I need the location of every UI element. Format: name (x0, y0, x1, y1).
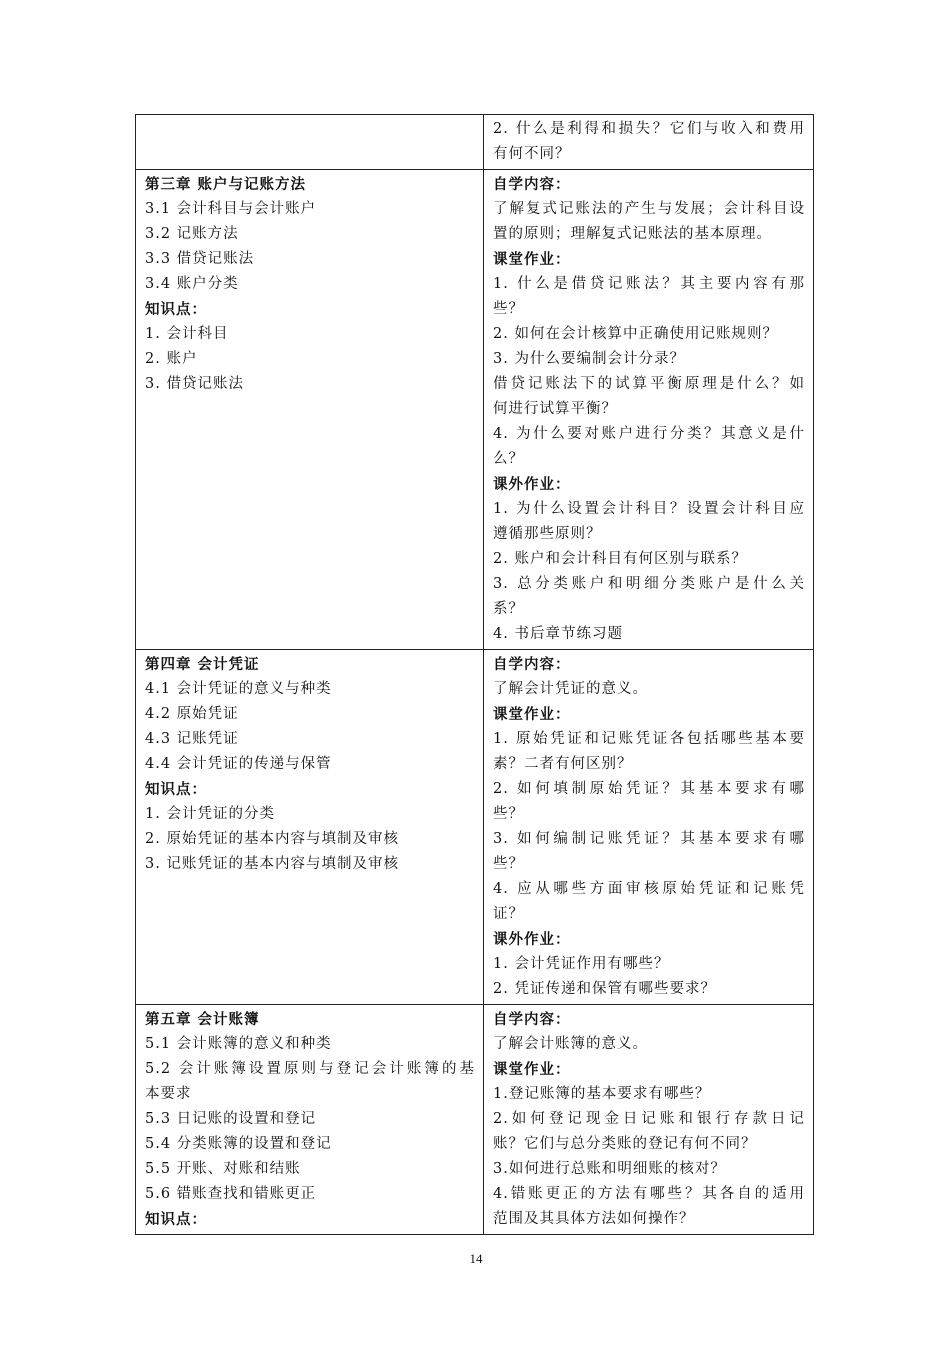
text-line: 本要求 (145, 1086, 192, 1102)
text-line: 3. 为什么要编制会计分录？ (493, 351, 685, 367)
text-line: 4. 应从哪些方面审核原始凭证和记账凭 (493, 881, 805, 897)
text-line: 2. 如何填制原始凭证？其基本要求有哪 (493, 781, 805, 797)
text-line: 3.4 账户分类 (145, 276, 239, 292)
section-heading: 自学内容： (493, 1011, 571, 1028)
text-line: 1.登记账簿的基本要求有哪些？ (493, 1086, 711, 1102)
table-row (136, 115, 814, 170)
text-line: 系？ (493, 601, 524, 617)
text-line: 3.如何进行总账和明细账的核对？ (493, 1161, 726, 1177)
section-heading: 课堂作业： (493, 706, 571, 723)
text-line: 4.1 会计凭证的意义与种类 (145, 681, 332, 697)
text-line: 了解复式记账法的产生与发展；会计科目设 (493, 201, 805, 217)
text-line: 4.3 记账凭证 (145, 731, 239, 747)
text-line: 1. 什么是借贷记账法？其主要内容有那 (493, 276, 805, 292)
section-heading: 知识点： (145, 1211, 207, 1228)
assignment-cell (484, 1005, 814, 1235)
text-line: 有何不同？ (493, 146, 571, 162)
text-line: 3.2 记账方法 (145, 226, 239, 242)
page-number: 14 (469, 1251, 483, 1266)
text-line: 5.3 日记账的设置和登记 (145, 1111, 317, 1127)
table-row (136, 1005, 814, 1235)
text-line: 1. 会计凭证的分类 (145, 806, 275, 822)
table-row (136, 170, 814, 650)
chapter-outline-cell (136, 170, 484, 650)
text-line: 2. 原始凭证的基本内容与填制及审核 (145, 831, 399, 847)
text-line: 2. 什么是利得和损失？它们与收入和费用 (493, 121, 805, 137)
assignment-cell (484, 650, 814, 1005)
text-line: 证？ (493, 906, 524, 922)
text-line: 3. 总分类账户和明细分类账户是什么关 (493, 576, 805, 592)
text-line: 1. 会计凭证作用有哪些？ (493, 956, 670, 972)
text-line: 些？ (493, 806, 524, 822)
text-line: 1. 为什么设置会计科目？设置会计科目应 (493, 501, 805, 517)
text-line: 2. 如何在会计核算中正确使用记账规则？ (493, 326, 778, 342)
text-line: 账？它们与总分类账的登记有何不同？ (493, 1136, 757, 1152)
section-heading: 知识点： (145, 781, 207, 798)
text-line: 4. 为什么要对账户进行分类？其意义是什 (493, 426, 805, 442)
text-line: 3. 借贷记账法 (145, 376, 244, 392)
text-line: 些？ (493, 856, 524, 872)
section-heading: 课外作业： (493, 476, 571, 493)
text-line: 4.2 原始凭证 (145, 706, 239, 722)
text-line: 2. 账户和会计科目有何区别与联系？ (493, 551, 747, 567)
text-line: 5.5 开账、对账和结账 (145, 1161, 301, 1177)
text-line: 4.错账更正的方法有哪些？其各自的适用 (493, 1186, 805, 1202)
text-line: 5.6 错账查找和错账更正 (145, 1186, 317, 1202)
text-line: 1. 会计科目 (145, 326, 229, 342)
section-heading: 自学内容： (493, 176, 571, 193)
chapter-outline-cell (136, 650, 484, 1005)
text-line: 5.1 会计账簿的意义和种类 (145, 1036, 332, 1052)
text-line: 1. 原始凭证和记账凭证各包括哪些基本要 (493, 731, 805, 747)
text-line: 置的原则；理解复式记账法的基本原理。 (493, 226, 772, 242)
text-line: 2.如何登记现金日记账和银行存款日记 (493, 1111, 805, 1127)
text-line: 素？二者有何区别？ (493, 756, 633, 772)
section-heading: 第三章 账户与记账方法 (145, 176, 307, 193)
text-line: 了解会计账簿的意义。 (493, 1036, 648, 1052)
section-heading: 知识点： (145, 301, 207, 318)
text-line: 些？ (493, 301, 524, 317)
chapter-outline-cell (136, 115, 484, 170)
section-heading: 课堂作业： (493, 1061, 571, 1078)
course-outline-table (135, 114, 814, 1235)
text-line: 2. 账户 (145, 351, 198, 367)
text-line: 4. 书后章节练习题 (493, 626, 623, 642)
text-line: 2. 凭证传递和保管有哪些要求？ (493, 981, 716, 997)
section-heading: 第四章 会计凭证 (145, 656, 260, 673)
text-line: 遵循那些原则？ (493, 526, 602, 542)
text-line: 3.3 借贷记账法 (145, 251, 255, 267)
text-line: 3. 记账凭证的基本内容与填制及审核 (145, 856, 399, 872)
text-line: 借贷记账法下的试算平衡原理是什么？如 (493, 376, 805, 392)
text-line: 5.4 分类账簿的设置和登记 (145, 1136, 332, 1152)
text-line: 么？ (493, 451, 524, 467)
text-line: 3.1 会计科目与会计账户 (145, 201, 317, 217)
assignment-cell (484, 170, 814, 650)
text-line: 何进行试算平衡？ (493, 401, 617, 417)
text-line: 4.4 会计凭证的传递与保管 (145, 756, 332, 772)
assignment-cell (484, 115, 814, 170)
text-line: 3. 如何编制记账凭证？其基本要求有哪 (493, 831, 805, 847)
section-heading: 第五章 会计账簿 (145, 1011, 260, 1028)
table-row (136, 650, 814, 1005)
section-heading: 自学内容： (493, 656, 571, 673)
text-line: 5.2 会计账簿设置原则与登记会计账簿的基 (145, 1061, 475, 1077)
section-heading: 课外作业： (493, 931, 571, 948)
section-heading: 课堂作业： (493, 251, 571, 268)
text-line: 范围及其具体方法如何操作？ (493, 1211, 695, 1227)
chapter-outline-cell (136, 1005, 484, 1235)
text-line: 了解会计凭证的意义。 (493, 681, 648, 697)
